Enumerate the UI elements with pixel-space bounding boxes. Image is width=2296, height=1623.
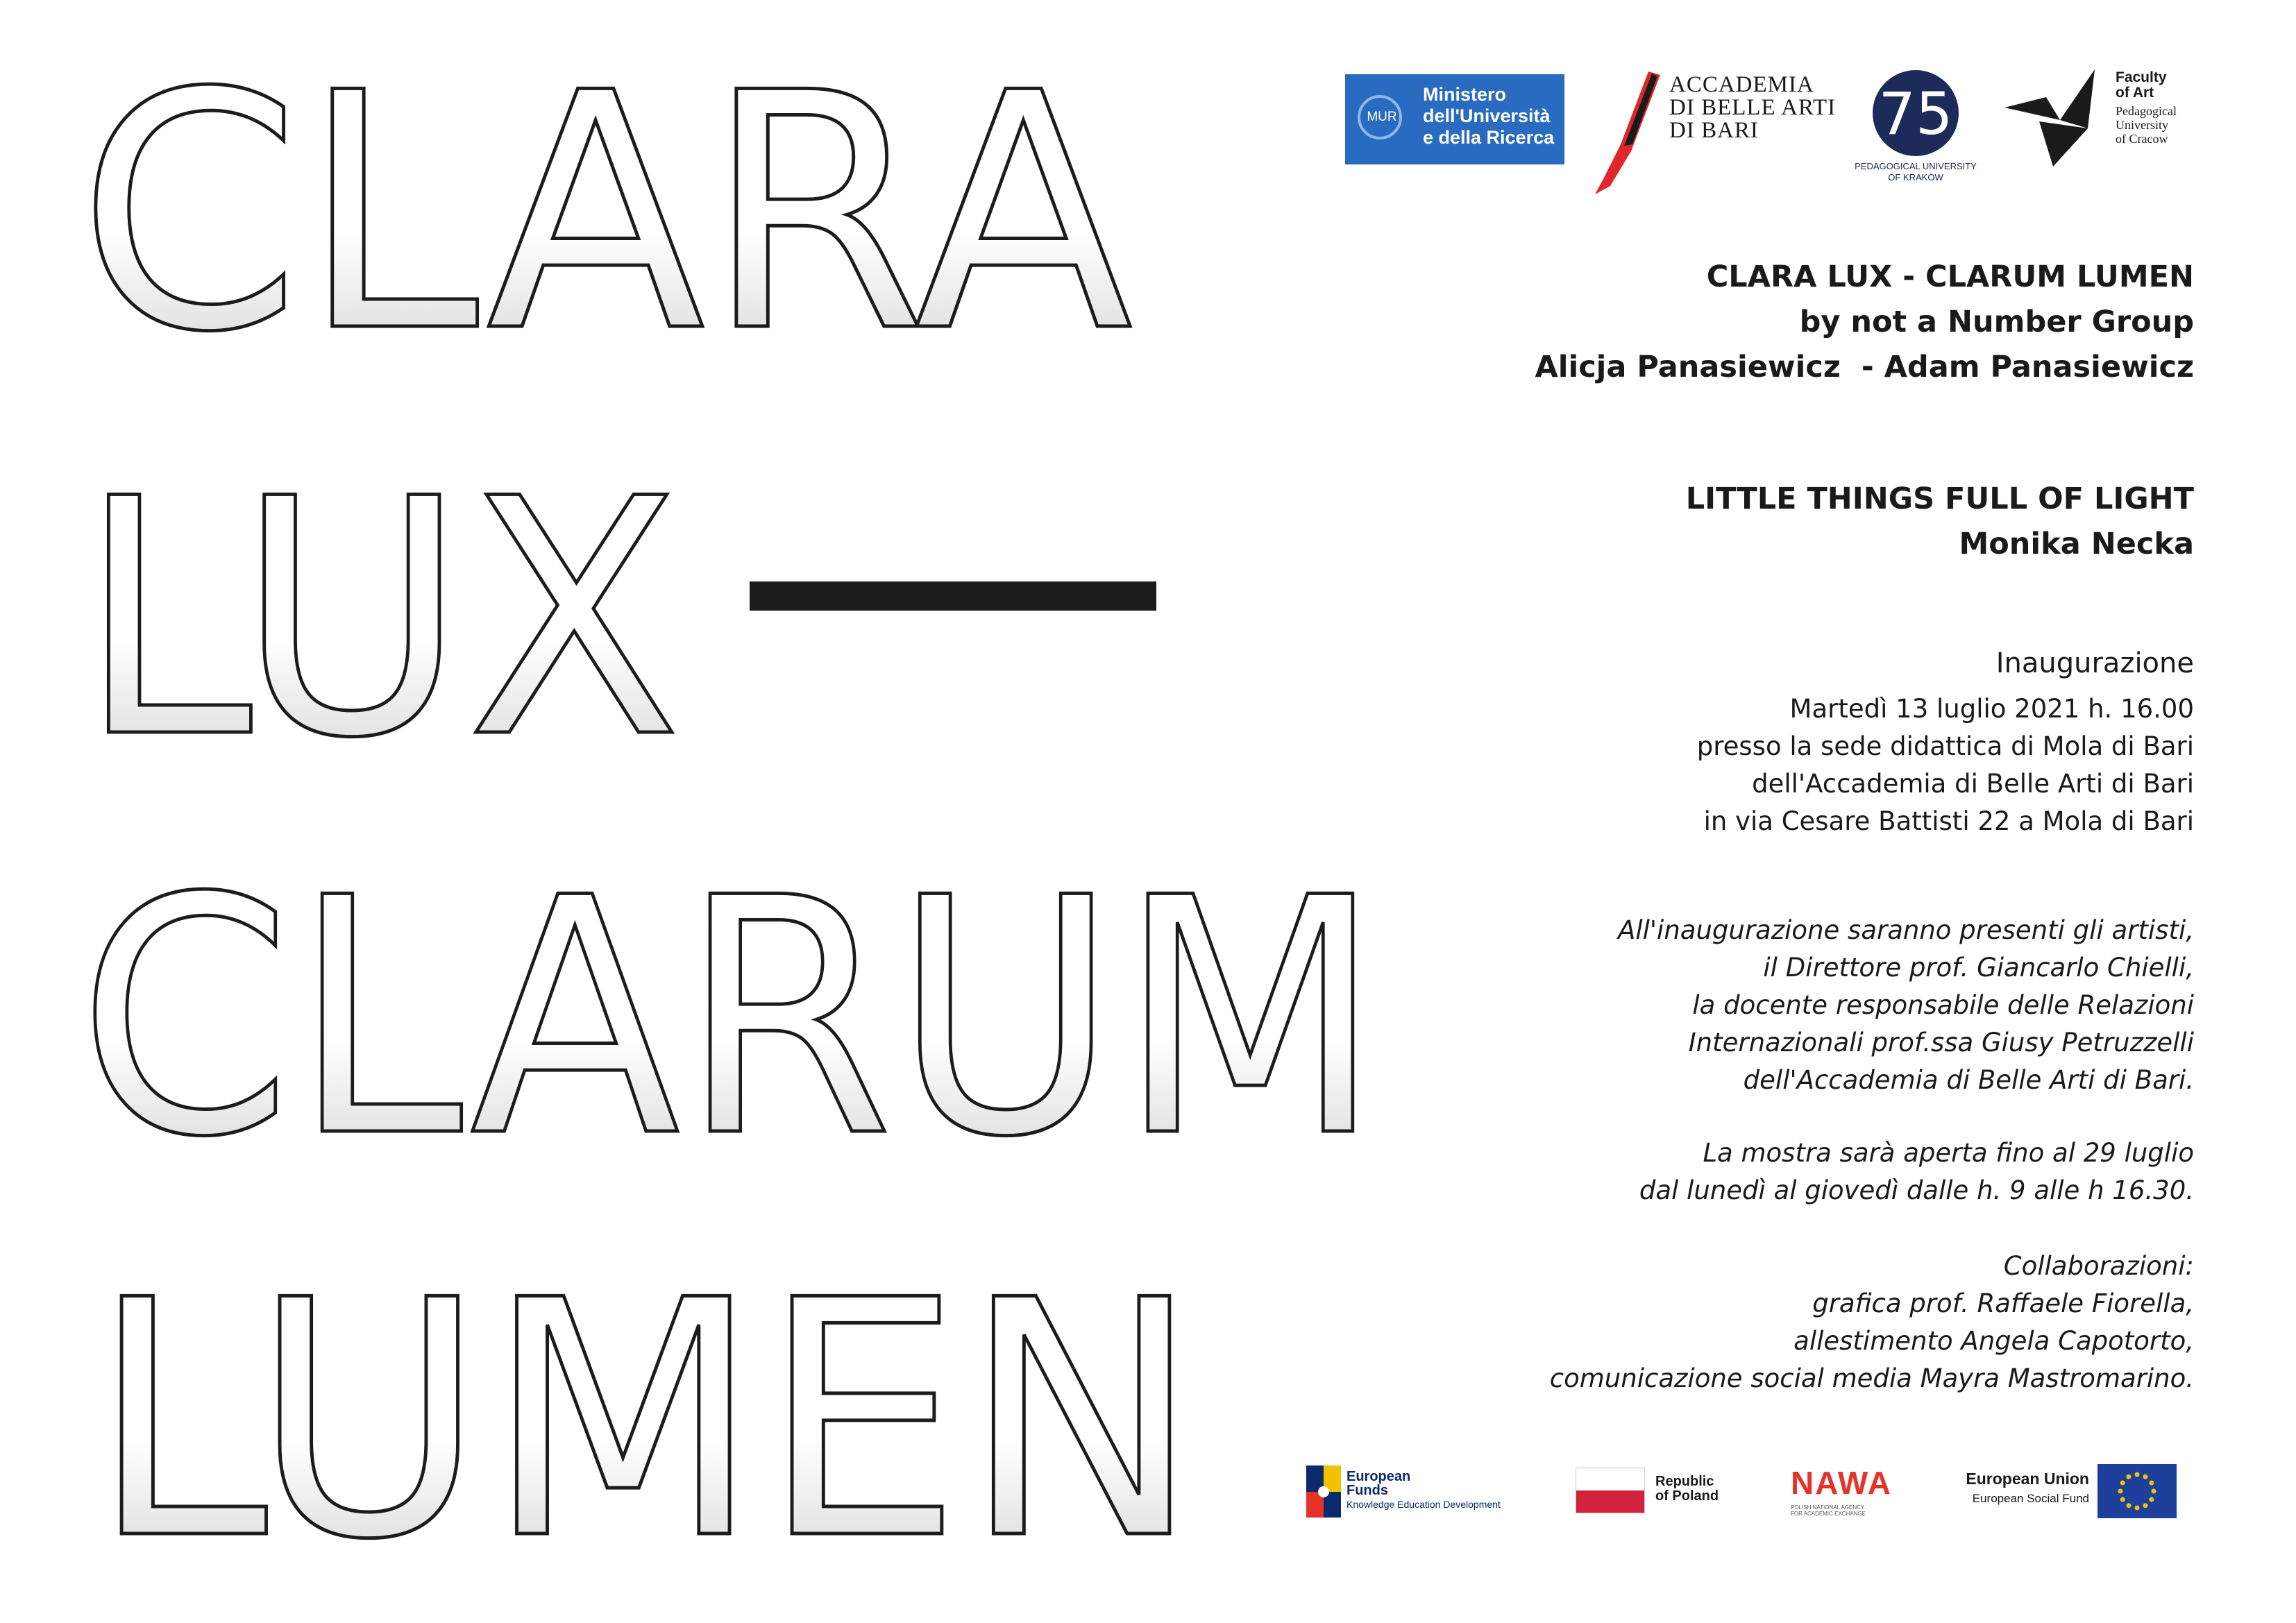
inauguration-place: presso la sede didattica di Mola di Bari <box>1696 731 2194 761</box>
inauguration-address: in via Cesare Battisti 22 a Mola di Bari <box>1703 806 2194 836</box>
faculty-subtitle: Pedagogical University of Cracow <box>2116 104 2177 146</box>
guests-line: All'inaugurazione saranno presenti gli artisti, <box>1618 915 2194 945</box>
eu-flag-icon <box>2097 1464 2177 1518</box>
svg-text:75: 75 <box>1878 80 1953 148</box>
eu-star <box>2152 1489 2156 1494</box>
nawa-word: NAWA <box>1791 1465 1892 1501</box>
exhibition-artists: Alicja Panasiewicz - Adam Panasiewicz <box>1535 350 2194 384</box>
accademia-logo <box>1582 68 1846 200</box>
hours-line: dal lunedì al giovedì dalle h. 9 alle h 16.30. <box>1639 1175 2194 1205</box>
anniversary-75-icon <box>1832 68 1999 158</box>
title-line-lumen: LUMEN <box>90 1231 1201 1611</box>
eu-star <box>2149 1481 2154 1486</box>
eu-star <box>2118 1489 2123 1494</box>
eu-star <box>2135 1506 2140 1511</box>
eu-star <box>2127 1503 2132 1508</box>
european-union-logo <box>1950 1464 2190 1527</box>
pedagogical-university-logo <box>1832 68 1999 193</box>
eu-star <box>2149 1497 2154 1502</box>
collab-line: allestimento Angela Capotorto, <box>1793 1326 2194 1356</box>
eu-star <box>2127 1475 2132 1479</box>
mur-abbr: MUR <box>1367 110 1397 124</box>
european-funds-icon <box>1305 1464 1343 1520</box>
brush-stroke-icon <box>1582 68 1666 200</box>
european-union-sub: European Social Fund <box>1972 1492 2089 1505</box>
nawa-sub: POLISH NATIONAL AGENCY FOR ACADEMIC EXCHANGE <box>1791 1504 1866 1517</box>
faculty-of-art-logo <box>1998 66 2206 170</box>
origami-bird-icon <box>1998 66 2109 170</box>
republic-of-poland-name: Republic of Poland <box>1655 1474 1719 1504</box>
hours-line: La mostra sarà aperta fino al 29 luglio <box>1703 1138 2194 1168</box>
opening-hours <box>1639 1135 2194 1209</box>
eu-star <box>2143 1503 2148 1508</box>
mur-logo <box>1345 74 1564 164</box>
exhibition-group: by not a Number Group <box>1799 305 2194 339</box>
second-show <box>1686 477 2194 567</box>
pedagogical-caption: PEDAGOGICAL UNIVERSITY OF KRAKOW <box>1855 161 1977 182</box>
european-union-name: European Union <box>1966 1470 2089 1488</box>
guests-line: il Direttore prof. Giancarlo Chielli, <box>1763 953 2194 983</box>
european-funds-logo <box>1305 1464 1513 1527</box>
collaborations <box>1550 1248 2194 1397</box>
title-line-clarum: CLARUM <box>78 829 1383 1208</box>
inauguration-heading: Inaugurazione <box>1995 647 2194 679</box>
accademia-name: ACCADEMIA DI BELLE ARTI DI BARI <box>1669 72 1837 143</box>
guests-paragraph <box>1618 912 2194 1099</box>
faculty-title: Faculty of Art <box>2116 69 2167 101</box>
collab-line: grafica prof. Raffaele Fiorella, <box>1812 1289 2194 1318</box>
inauguration-institution: dell'Accademia di Belle Arti di Bari <box>1752 769 2194 799</box>
exhibition-credits <box>1535 255 2194 390</box>
inauguration-details <box>1697 690 2194 840</box>
guests-line: la docente responsabile delle Relazioni <box>1692 990 2194 1020</box>
guests-line: Internazionali prof.ssa Giusy Petruzzelli <box>1688 1028 2194 1057</box>
inauguration-date: Martedì 13 luglio 2021 h. 16.00 <box>1789 694 2194 724</box>
eu-star <box>2143 1475 2148 1479</box>
collab-line: comunicazione social media Mayra Mastromarino. <box>1549 1363 2194 1393</box>
second-show-title: LITTLE THINGS FULL OF LIGHT <box>1685 482 2194 516</box>
collab-heading: Collaborazioni: <box>2003 1251 2194 1281</box>
mur-name: Ministero dell'Università e della Ricerca <box>1423 84 1555 148</box>
polish-flag-icon <box>1576 1468 1645 1513</box>
exhibition-title: CLARA LUX - CLARUM LUMEN <box>1706 260 2194 294</box>
nawa-logo <box>1791 1464 1916 1520</box>
guests-line: dell'Accademia di Belle Arti di Bari. <box>1743 1065 2194 1095</box>
eu-star <box>2120 1497 2125 1502</box>
european-funds-sub: Knowledge Education Development <box>1347 1499 1501 1510</box>
second-show-artist: Monika Necka <box>1959 527 2194 561</box>
title-line-lux: LUX <box>78 430 682 809</box>
title-dash <box>750 581 1156 611</box>
eu-star <box>2120 1481 2125 1486</box>
sponsor-logos <box>1305 1457 2207 1540</box>
eu-star <box>2135 1472 2140 1477</box>
title-line-clara: CLARA <box>78 24 1134 403</box>
european-funds-name: European Funds <box>1347 1469 1411 1498</box>
republic-of-poland-logo <box>1576 1468 1756 1523</box>
